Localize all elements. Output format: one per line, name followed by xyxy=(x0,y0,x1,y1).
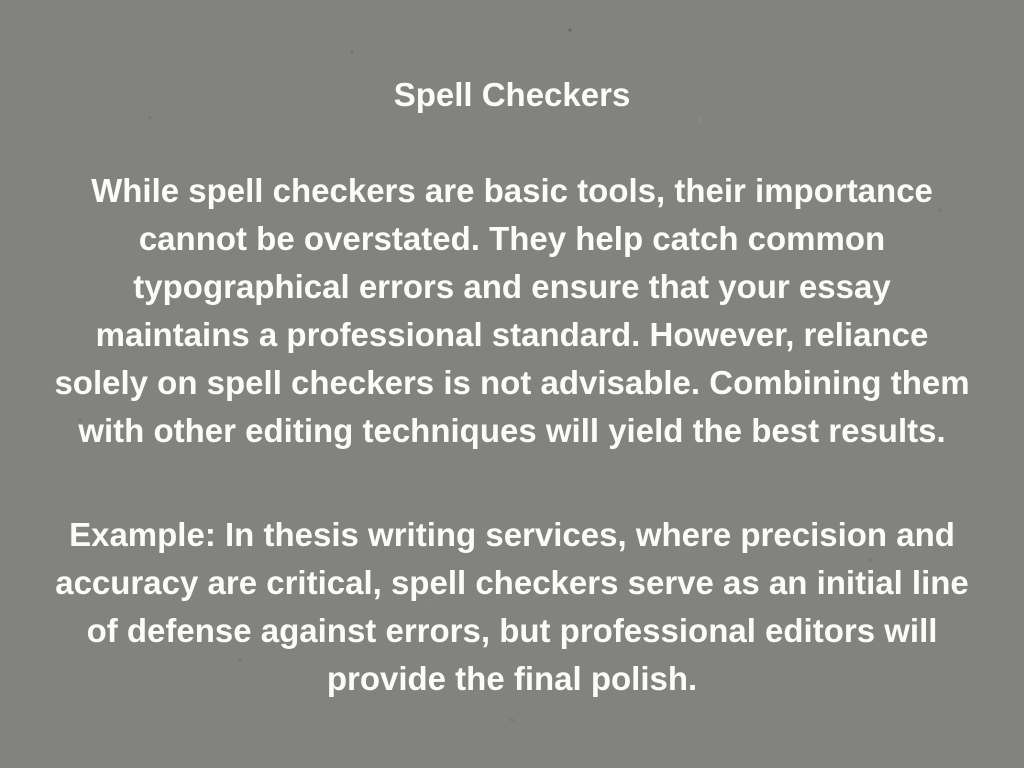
body-paragraph-2 xyxy=(0,511,1024,703)
text-line: typographical errors and ensure that your essay xyxy=(133,268,891,305)
text-line: of defense against errors, but professional editors will xyxy=(86,612,938,649)
slide-title: Spell Checkers xyxy=(393,76,631,113)
paragraph-spacer xyxy=(0,455,1024,503)
text-line: solely on spell checkers is not advisable. Combining them xyxy=(54,364,970,401)
text-line: Example: In thesis writing services, where precision and xyxy=(69,516,955,553)
text-line: accuracy are critical, spell checkers serve as an initial line xyxy=(55,564,969,601)
text-line: with other editing techniques will yield the best results. xyxy=(78,412,946,449)
body-paragraph-1 xyxy=(0,167,1024,455)
text-line: While spell checkers are basic tools, their importance xyxy=(91,172,933,209)
text-line: provide the final polish. xyxy=(326,660,698,697)
title-body-spacer xyxy=(0,119,1024,167)
text-line: maintains a professional standard. However, reliance xyxy=(95,316,929,353)
text-line: cannot be overstated. They help catch common xyxy=(138,220,886,257)
